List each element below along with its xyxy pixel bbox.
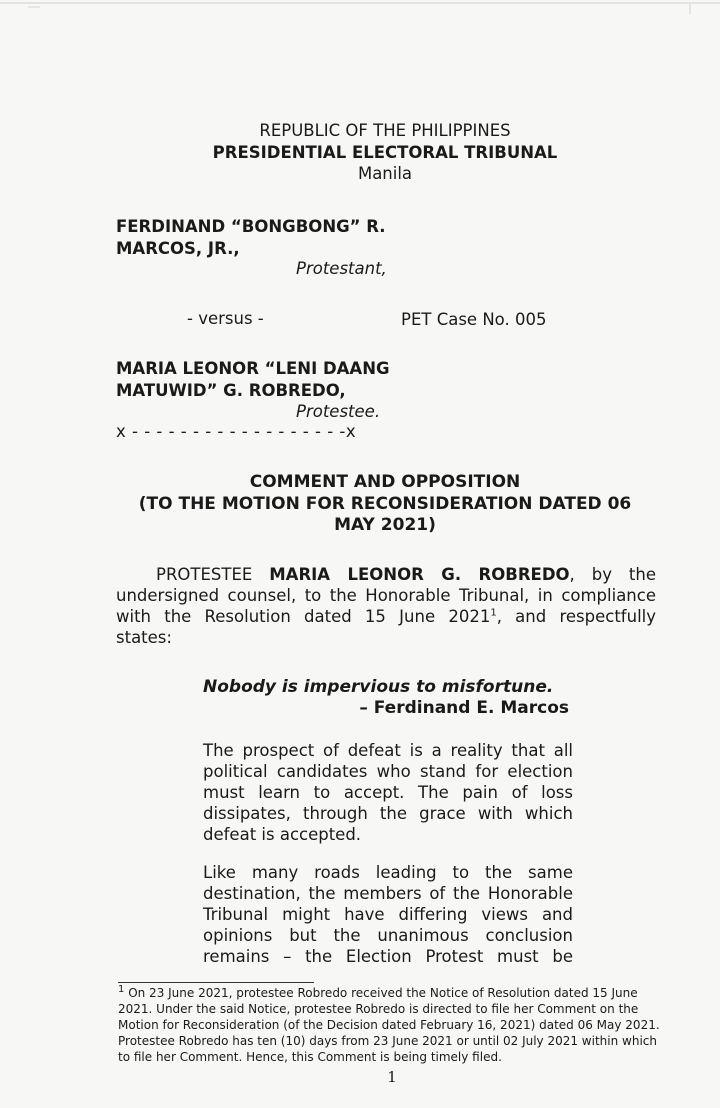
footnote-marker: 1 (118, 984, 125, 995)
intro-line-3: with the Resolution dated 15 June 2021$^1$, and respectfully (116, 607, 656, 626)
protestant-name-line1: FERDINAND “BONGBONG” R. (116, 217, 386, 236)
body-paragraph-2 (203, 862, 573, 967)
protestee-name-line1: MARIA LEONOR “LENI DAANG (116, 359, 390, 378)
intro-line-4: states: (116, 628, 172, 647)
protestee-name-line2: MATUWID” G. ROBREDO, (116, 381, 346, 400)
versus-label: - versus - (187, 309, 264, 328)
epigraph-quote: Nobody is impervious to misfortune. (203, 677, 554, 697)
p1-line: political candidates who stand for election (203, 762, 573, 781)
footnote-text: On 23 June 2021, protestee Robredo received the Notice of Resolution dated 15 June (124, 986, 638, 1000)
footnote (118, 985, 666, 1065)
header-city: Manila (357, 164, 413, 183)
intro-paragraph (116, 564, 656, 648)
p2-line: destination, the members of the Honorable (203, 884, 573, 903)
p2-line: opinions but the unanimous conclusion (203, 926, 573, 945)
caption-separator: x - - - - - - - - - - - - - - - - - -x (116, 422, 357, 441)
p2-line: remains – the Election Protest must be (203, 947, 573, 966)
footnote-line: Protestee Robredo has ten (10) days from 23 June 2021 or until 02 July 2021 within which (118, 1034, 657, 1048)
body-paragraph-1 (203, 740, 573, 845)
footnote-rule (118, 982, 314, 983)
p2-line: Like many roads leading to the same (203, 863, 573, 882)
p2-line: Tribunal might have differing views and (203, 905, 573, 924)
p1-line: defeat is accepted. (203, 825, 362, 844)
footnote-line: to file her Comment. Hence, this Comment is being timely filed. (118, 1050, 502, 1064)
document-title-line3: MAY 2021) (334, 515, 436, 535)
intro-line-2: undersigned counsel, to the Honorable Tribunal, in compliance (116, 586, 656, 605)
scan-top-edge (0, 0, 720, 18)
p1-line: dissipates, through the grace with which (203, 804, 573, 823)
page-number: 1 (387, 1068, 397, 1086)
document-title-line1: COMMENT AND OPPOSITION (249, 472, 521, 492)
footnote-ref[interactable]: 1 (490, 607, 497, 619)
p1-line: must learn to accept. The pain of loss (203, 783, 573, 802)
intro-line-1: PROTESTEE MARIA LEONOR G. ROBREDO, by the (156, 565, 656, 584)
protestant-role: Protestant, (296, 259, 387, 278)
protestee-role: Protestee. (296, 402, 381, 421)
footnote-line (118, 985, 666, 1001)
footnote-line: Motion for Reconsideration (of the Decision dated February 16, 2021) dated 06 May 2021. (118, 1018, 660, 1032)
case-number: PET Case No. 005 (401, 310, 547, 329)
p1-line: The prospect of defeat is a reality that all (203, 741, 573, 760)
protestant-name-line2: MARCOS, JR., (116, 239, 240, 258)
epigraph-attribution: – Ferdinand E. Marcos (359, 698, 569, 718)
header-tribunal: PRESIDENTIAL ELECTORAL TRIBUNAL (212, 143, 558, 162)
header-republic: REPUBLIC OF THE PHILIPPINES (259, 121, 511, 140)
document-title-line2: (TO THE MOTION FOR RECONSIDERATION DATED 06 (138, 494, 632, 514)
footnote-line: 2021. Under the said Notice, protestee Robredo is directed to file her Comment on the (118, 1002, 639, 1016)
